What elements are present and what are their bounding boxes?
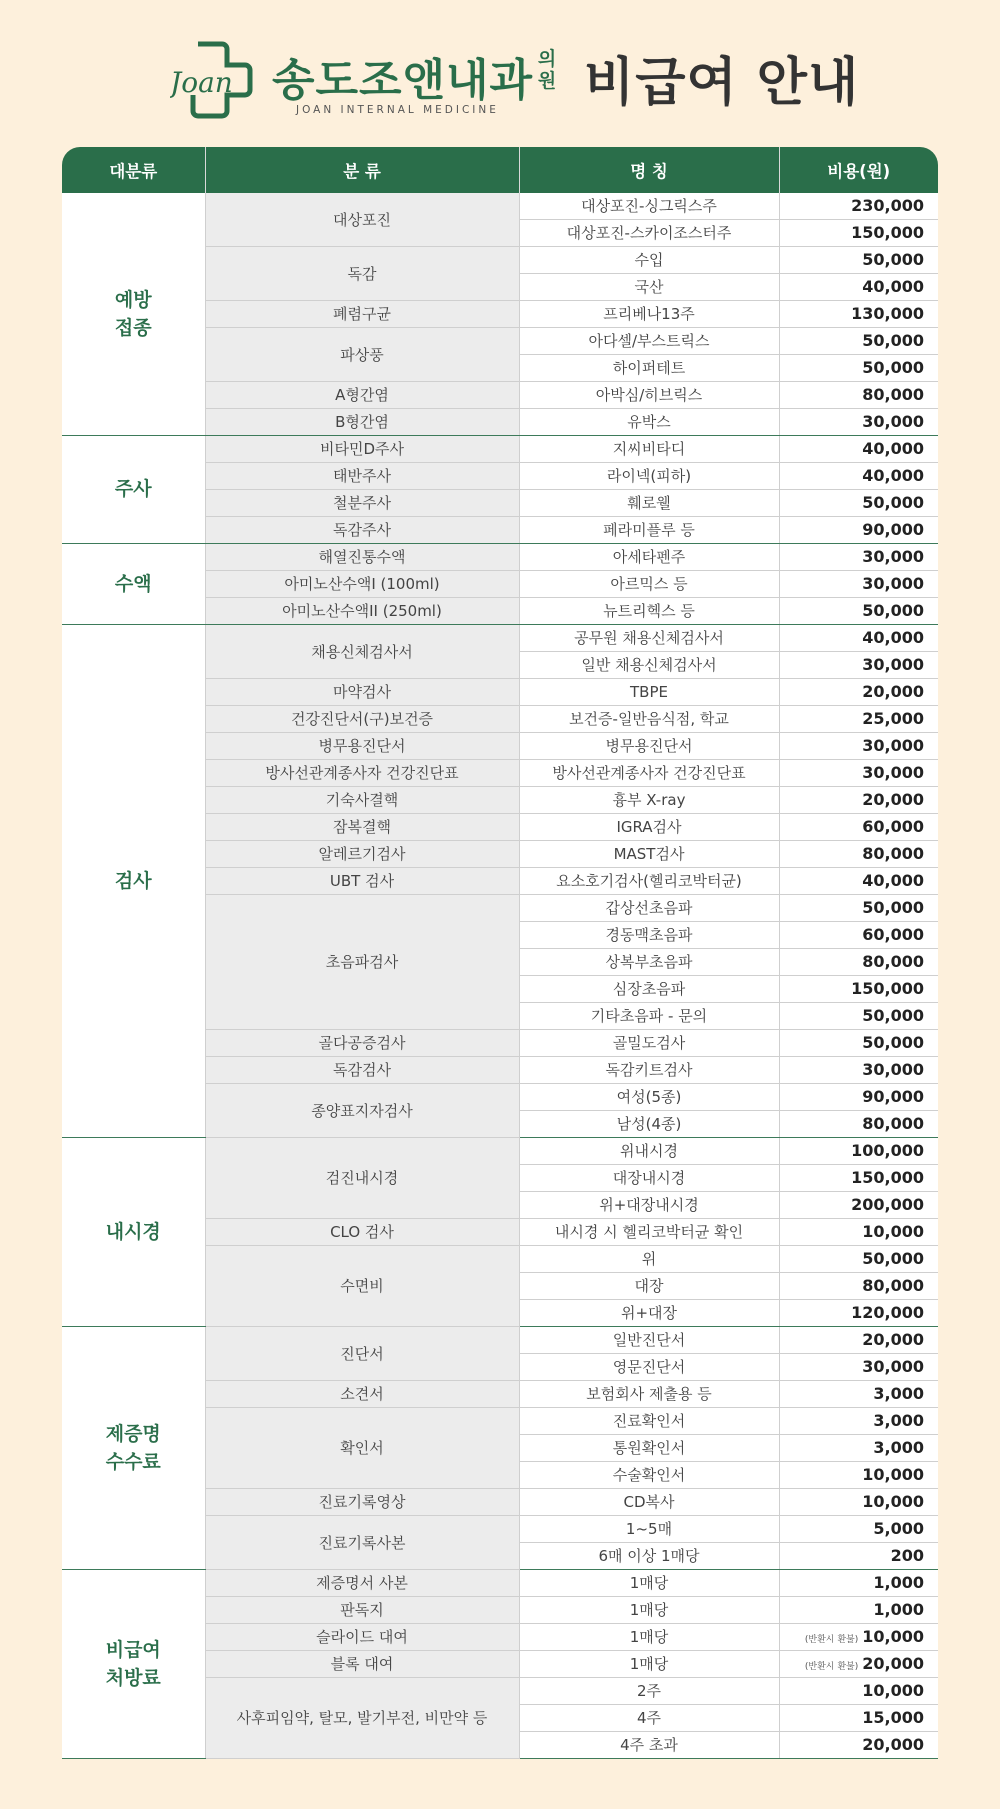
price-value: 20,000 xyxy=(862,1735,924,1755)
category-sub: 폐렴구균 xyxy=(205,300,519,327)
item-price xyxy=(779,1623,938,1650)
item-name: 4주 xyxy=(519,1704,779,1731)
item-price xyxy=(779,408,938,435)
item-name: 내시경 시 헬리코박터균 확인 xyxy=(519,1218,779,1245)
price-value: 10,000 xyxy=(862,1465,924,1485)
price-value: 80,000 xyxy=(862,844,924,864)
price-value: 60,000 xyxy=(862,817,924,837)
item-name: 진료확인서 xyxy=(519,1407,779,1434)
item-price xyxy=(779,1137,938,1164)
item-price xyxy=(779,813,938,840)
item-name: 공무원 채용신체검사서 xyxy=(519,624,779,651)
price-value: 80,000 xyxy=(862,385,924,405)
item-name: 상복부초음파 xyxy=(519,948,779,975)
item-name: 골밀도검사 xyxy=(519,1029,779,1056)
item-name: 6매 이상 1매당 xyxy=(519,1542,779,1569)
category-sub: 아미노산수액I (100ml) xyxy=(205,570,519,597)
category-sub: 진료기록사본 xyxy=(205,1515,519,1569)
table-body xyxy=(62,193,938,1759)
item-name: 통원확인서 xyxy=(519,1434,779,1461)
price-value: 200,000 xyxy=(851,1195,924,1215)
item-price xyxy=(779,300,938,327)
category-sub: CLO 검사 xyxy=(205,1218,519,1245)
item-price xyxy=(779,1677,938,1704)
price-value: 40,000 xyxy=(862,628,924,648)
price-value: 30,000 xyxy=(862,412,924,432)
price-value: 3,000 xyxy=(873,1411,924,1431)
category-sub: 기숙사결핵 xyxy=(205,786,519,813)
price-value: 1,000 xyxy=(873,1600,924,1620)
category-sub: 방사선관계종사자 건강진단표 xyxy=(205,759,519,786)
page-header xyxy=(0,0,1000,145)
item-price xyxy=(779,1461,938,1488)
item-price xyxy=(779,651,938,678)
item-price xyxy=(779,1218,938,1245)
price-value: 10,000 xyxy=(862,1222,924,1242)
table-row xyxy=(62,624,938,651)
item-price xyxy=(779,1488,938,1515)
price-value: 50,000 xyxy=(862,250,924,270)
price-value: 150,000 xyxy=(851,1168,924,1188)
price-value: 30,000 xyxy=(862,763,924,783)
price-value: 200 xyxy=(890,1546,924,1566)
item-name: 위+대장내시경 xyxy=(519,1191,779,1218)
column-header: 대분류 xyxy=(62,147,205,193)
item-name: 하이퍼테트 xyxy=(519,354,779,381)
item-price xyxy=(779,1272,938,1299)
item-price xyxy=(779,678,938,705)
item-price xyxy=(779,732,938,759)
item-price xyxy=(779,1704,938,1731)
item-name: 국산 xyxy=(519,273,779,300)
item-name: 대장 xyxy=(519,1272,779,1299)
price-value: 80,000 xyxy=(862,952,924,972)
item-price xyxy=(779,354,938,381)
price-value: 25,000 xyxy=(862,709,924,729)
category-sub: 채용신체검사서 xyxy=(205,624,519,678)
price-value: 40,000 xyxy=(862,439,924,459)
item-price xyxy=(779,1542,938,1569)
cross-logo-icon xyxy=(170,40,262,120)
item-price xyxy=(779,1245,938,1272)
clinic-name: 송도조앤내과 xyxy=(272,55,534,106)
price-value: 10,000 xyxy=(862,1492,924,1512)
price-value: 20,000 xyxy=(862,790,924,810)
price-value: 40,000 xyxy=(862,466,924,486)
item-name: 흉부 X-ray xyxy=(519,786,779,813)
item-name: 영문진단서 xyxy=(519,1353,779,1380)
item-name: 훼로웰 xyxy=(519,489,779,516)
category-sub: 독감주사 xyxy=(205,516,519,543)
item-price xyxy=(779,381,938,408)
item-name: 2주 xyxy=(519,1677,779,1704)
price-value: 20,000 xyxy=(862,682,924,702)
category-sub: 블록 대여 xyxy=(205,1650,519,1677)
category-sub: 해열진통수액 xyxy=(205,543,519,570)
price-value: 60,000 xyxy=(862,925,924,945)
item-price xyxy=(779,1110,938,1137)
price-value: 50,000 xyxy=(862,358,924,378)
price-value: 30,000 xyxy=(862,1357,924,1377)
item-price xyxy=(779,705,938,732)
item-price xyxy=(779,1515,938,1542)
item-name: 1~5매 xyxy=(519,1515,779,1542)
item-name: 페라미플루 등 xyxy=(519,516,779,543)
item-price xyxy=(779,624,938,651)
item-name: 아세타펜주 xyxy=(519,543,779,570)
table-row xyxy=(62,1326,938,1353)
item-price xyxy=(779,597,938,624)
category-major: 비급여 처방료 xyxy=(62,1569,205,1758)
page-title: 비급여 안내 xyxy=(584,53,860,113)
category-major: 주사 xyxy=(62,435,205,543)
item-price xyxy=(779,570,938,597)
item-name: 방사선관계종사자 건강진단표 xyxy=(519,759,779,786)
category-sub: 수면비 xyxy=(205,1245,519,1326)
category-sub: 제증명서 사본 xyxy=(205,1569,519,1596)
item-name: 1매당 xyxy=(519,1623,779,1650)
item-name: 수입 xyxy=(519,246,779,273)
category-major: 제증명 수수료 xyxy=(62,1326,205,1569)
price-value: 50,000 xyxy=(862,601,924,621)
price-value: 40,000 xyxy=(862,277,924,297)
price-value: 130,000 xyxy=(851,304,924,324)
price-value: 5,000 xyxy=(873,1519,924,1539)
price-value: 30,000 xyxy=(862,574,924,594)
item-name: 위 xyxy=(519,1245,779,1272)
clinic-english-name: JOAN INTERNAL MEDICINE xyxy=(296,104,499,116)
item-name: 4주 초과 xyxy=(519,1731,779,1758)
category-sub: 병무용진단서 xyxy=(205,732,519,759)
logo-text: Joan xyxy=(170,66,233,99)
category-sub: 마약검사 xyxy=(205,678,519,705)
category-sub: 진단서 xyxy=(205,1326,519,1380)
price-value: 50,000 xyxy=(862,1006,924,1026)
item-price xyxy=(779,1299,938,1326)
price-value: 90,000 xyxy=(862,1087,924,1107)
table-row xyxy=(62,193,938,219)
category-sub: 판독지 xyxy=(205,1596,519,1623)
item-price xyxy=(779,1029,938,1056)
price-table xyxy=(62,147,938,1759)
item-name: 아르믹스 등 xyxy=(519,570,779,597)
price-value: 30,000 xyxy=(862,547,924,567)
item-price xyxy=(779,516,938,543)
item-price xyxy=(779,867,938,894)
price-value: 50,000 xyxy=(862,1249,924,1269)
item-name: 독감키트검사 xyxy=(519,1056,779,1083)
item-price xyxy=(779,543,938,570)
item-price xyxy=(779,1569,938,1596)
price-value: 30,000 xyxy=(862,655,924,675)
item-name: 대상포진-스카이조스터주 xyxy=(519,219,779,246)
item-price xyxy=(779,435,938,462)
item-price xyxy=(779,1083,938,1110)
price-value: 3,000 xyxy=(873,1384,924,1404)
price-value: 100,000 xyxy=(851,1141,924,1161)
price-table-container xyxy=(62,147,938,1759)
item-price xyxy=(779,273,938,300)
price-value: 80,000 xyxy=(862,1114,924,1134)
price-value: 1,000 xyxy=(873,1573,924,1593)
item-name: 1매당 xyxy=(519,1596,779,1623)
category-major: 검사 xyxy=(62,624,205,1137)
category-sub: 대상포진 xyxy=(205,193,519,246)
refund-note: (반환시 환불) xyxy=(804,1635,859,1646)
item-price xyxy=(779,1002,938,1029)
item-name: 1매당 xyxy=(519,1569,779,1596)
category-sub: 잠복결핵 xyxy=(205,813,519,840)
item-name: 보건증-일반음식점, 학교 xyxy=(519,705,779,732)
item-price xyxy=(779,921,938,948)
category-sub: 종양표지자검사 xyxy=(205,1083,519,1137)
price-value: 230,000 xyxy=(851,196,924,216)
item-name: 병무용진단서 xyxy=(519,732,779,759)
item-price xyxy=(779,1353,938,1380)
category-sub: 철분주사 xyxy=(205,489,519,516)
category-sub: 초음파검사 xyxy=(205,894,519,1029)
price-value: 10,000 xyxy=(862,1627,924,1647)
price-value: 50,000 xyxy=(862,331,924,351)
item-name: 갑상선초음파 xyxy=(519,894,779,921)
item-price xyxy=(779,1731,938,1758)
item-price xyxy=(779,786,938,813)
category-sub: 골다공증검사 xyxy=(205,1029,519,1056)
table-row xyxy=(62,1137,938,1164)
item-price xyxy=(779,948,938,975)
item-price xyxy=(779,975,938,1002)
item-price xyxy=(779,1380,938,1407)
category-major: 수액 xyxy=(62,543,205,624)
category-sub: 독감 xyxy=(205,246,519,300)
item-name: 위내시경 xyxy=(519,1137,779,1164)
item-name: 대상포진-싱그릭스주 xyxy=(519,193,779,219)
item-name: 지씨비타디 xyxy=(519,435,779,462)
category-sub: 슬라이드 대여 xyxy=(205,1623,519,1650)
item-price xyxy=(779,759,938,786)
item-price xyxy=(779,489,938,516)
column-header: 명 칭 xyxy=(519,147,779,193)
table-row xyxy=(62,543,938,570)
item-name: MAST검사 xyxy=(519,840,779,867)
refund-note: (반환시 환불) xyxy=(804,1662,859,1673)
item-name: 보험회사 제출용 등 xyxy=(519,1380,779,1407)
item-name: 여성(5종) xyxy=(519,1083,779,1110)
item-name: 라이넥(피하) xyxy=(519,462,779,489)
price-value: 80,000 xyxy=(862,1276,924,1296)
category-sub: B형간염 xyxy=(205,408,519,435)
category-sub: 사후피임약, 탈모, 발기부전, 비만약 등 xyxy=(205,1677,519,1758)
category-sub: 소견서 xyxy=(205,1380,519,1407)
item-price xyxy=(779,894,938,921)
item-name: 요소호기검사(헬리코박터균) xyxy=(519,867,779,894)
item-price xyxy=(779,219,938,246)
item-price xyxy=(779,1407,938,1434)
item-name: 아다셀/부스트릭스 xyxy=(519,327,779,354)
price-value: 40,000 xyxy=(862,871,924,891)
item-name: 남성(4종) xyxy=(519,1110,779,1137)
table-header-row xyxy=(62,147,938,193)
item-name: 뉴트리헥스 등 xyxy=(519,597,779,624)
item-price xyxy=(779,1650,938,1677)
item-name: 위+대장 xyxy=(519,1299,779,1326)
item-name: IGRA검사 xyxy=(519,813,779,840)
item-name: 수술확인서 xyxy=(519,1461,779,1488)
item-price xyxy=(779,1056,938,1083)
item-name: TBPE xyxy=(519,678,779,705)
price-value: 50,000 xyxy=(862,1033,924,1053)
item-name: 유박스 xyxy=(519,408,779,435)
item-price xyxy=(779,246,938,273)
category-sub: 파상풍 xyxy=(205,327,519,381)
price-value: 20,000 xyxy=(862,1654,924,1674)
category-sub: 진료기록영상 xyxy=(205,1488,519,1515)
item-name: 대장내시경 xyxy=(519,1164,779,1191)
category-sub: 아미노산수액II (250ml) xyxy=(205,597,519,624)
price-value: 20,000 xyxy=(862,1330,924,1350)
category-sub: 확인서 xyxy=(205,1407,519,1488)
price-value: 50,000 xyxy=(862,898,924,918)
item-price xyxy=(779,1434,938,1461)
item-name: 심장초음파 xyxy=(519,975,779,1002)
item-name: 1매당 xyxy=(519,1650,779,1677)
table-row xyxy=(62,435,938,462)
item-price xyxy=(779,1164,938,1191)
category-sub: A형간염 xyxy=(205,381,519,408)
item-price xyxy=(779,1191,938,1218)
price-value: 30,000 xyxy=(862,736,924,756)
item-name: 경동맥초음파 xyxy=(519,921,779,948)
clinic-suffix: 의원 xyxy=(537,48,557,92)
category-sub: 건강진단서(구)보건증 xyxy=(205,705,519,732)
price-value: 150,000 xyxy=(851,979,924,999)
column-header: 분 류 xyxy=(205,147,519,193)
item-name: CD복사 xyxy=(519,1488,779,1515)
price-value: 15,000 xyxy=(862,1708,924,1728)
price-value: 90,000 xyxy=(862,520,924,540)
item-name: 아박심/히브릭스 xyxy=(519,381,779,408)
item-price xyxy=(779,1596,938,1623)
price-value: 10,000 xyxy=(862,1681,924,1701)
price-value: 50,000 xyxy=(862,493,924,513)
item-price xyxy=(779,840,938,867)
price-value: 30,000 xyxy=(862,1060,924,1080)
category-sub: 독감검사 xyxy=(205,1056,519,1083)
category-sub: 비타민D주사 xyxy=(205,435,519,462)
item-price xyxy=(779,193,938,219)
category-major: 내시경 xyxy=(62,1137,205,1326)
category-sub: 검진내시경 xyxy=(205,1137,519,1218)
category-sub: UBT 검사 xyxy=(205,867,519,894)
category-major: 예방 접종 xyxy=(62,193,205,435)
item-price xyxy=(779,1326,938,1353)
item-price xyxy=(779,327,938,354)
price-value: 120,000 xyxy=(851,1303,924,1323)
category-sub: 태반주사 xyxy=(205,462,519,489)
price-value: 150,000 xyxy=(851,223,924,243)
item-name: 일반진단서 xyxy=(519,1326,779,1353)
item-name: 프리베나13주 xyxy=(519,300,779,327)
table-row xyxy=(62,1569,938,1596)
item-price xyxy=(779,462,938,489)
item-name: 기타초음파 - 문의 xyxy=(519,1002,779,1029)
column-header: 비용(원) xyxy=(779,147,938,193)
category-sub: 알레르기검사 xyxy=(205,840,519,867)
item-name: 일반 채용신체검사서 xyxy=(519,651,779,678)
price-value: 3,000 xyxy=(873,1438,924,1458)
